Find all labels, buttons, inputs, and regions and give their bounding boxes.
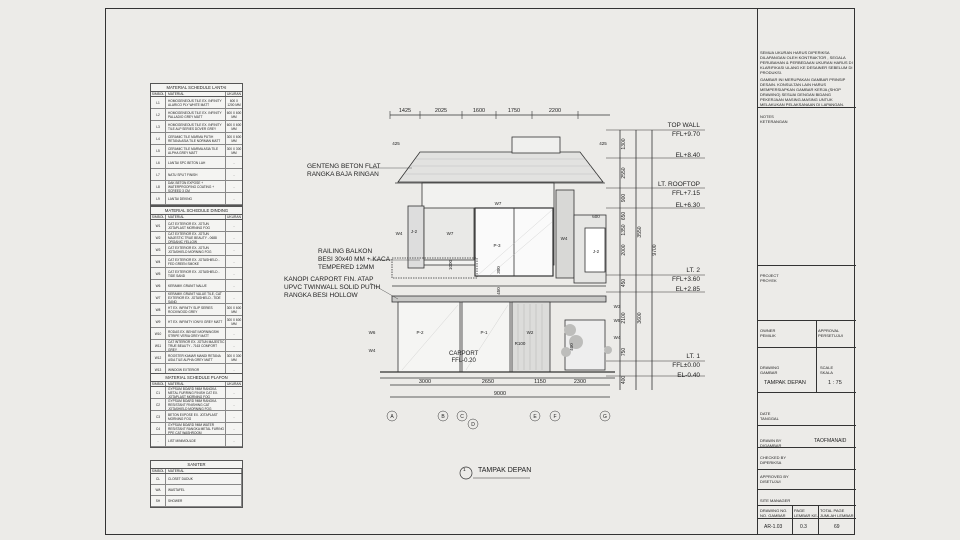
- tb-page: [794, 508, 818, 518]
- schedule-cell: CL: [151, 474, 166, 484]
- schedule-title: MATERIAL SCHEDULE PLAFON: [151, 374, 242, 382]
- grid-label: E: [533, 414, 537, 420]
- railing-note-line-1: RAILING BALKON: [318, 248, 373, 255]
- level-value: EL+8.40: [675, 152, 700, 159]
- bottom-dimension: 2300: [573, 379, 587, 385]
- tb-notes-text-1: SEMUA UKURAN HARUS DIPERIKSA DILAPANGAN OLEH KONTRAKTOR , SEGALA PERUBAHAN & PERBEDAAN UKURAN HARUS DI KLARIFIKASI ULANG KE DESAINER SEBELUM DI PRODUKSI.: [760, 50, 853, 75]
- right-dimension: 2000: [621, 244, 627, 256]
- level-value: EL+2.85: [675, 286, 700, 293]
- canopy-note-line-3: RANGKA BESI HOLLOW: [284, 292, 358, 299]
- schedule-title: SANITER: [151, 461, 242, 469]
- level-value: EL+6.30: [675, 202, 700, 209]
- roof-note-line-2: RANGKA BAJA RINGAN: [307, 171, 379, 178]
- roof-tiles: [398, 152, 603, 182]
- schedule-cell: WASTAFEL: [166, 485, 242, 495]
- schedule-cell: -: [233, 223, 235, 228]
- tb-approved-label: APPROVED BY: [760, 474, 789, 479]
- schedule-cell: W13: [151, 364, 166, 375]
- schedule-cell: W5: [151, 268, 166, 279]
- canopy-note-line-1: KANOPI CARPORT FIN. ATAP: [284, 276, 374, 283]
- material-callout: 600: [592, 214, 600, 219]
- tb-drawing-no-label: DRAWING NO.: [760, 508, 788, 513]
- schedule-header-cell: MATERIAL: [166, 215, 226, 219]
- schedule-cell: 300 X 600 MM: [226, 134, 242, 143]
- material-callout: 425: [599, 141, 607, 146]
- schedule-cell: -: [233, 367, 235, 372]
- material-callout: W4: [613, 335, 621, 340]
- grid-label: G: [603, 414, 607, 420]
- schedule-cell: CERAMIC TILE MARMA PUTIH RETANA ASIA TILE NORMAN MATT: [166, 133, 226, 144]
- carport-label-name: CARPORT: [449, 351, 479, 357]
- material-callout: R100: [514, 341, 526, 346]
- tb-drawn-by: [758, 426, 856, 448]
- carport-label-level: FFL-0.20: [451, 358, 476, 364]
- right-dimension-total: 3550: [637, 226, 643, 238]
- material-callout: J-2: [410, 229, 418, 234]
- schedule-cell: -: [233, 331, 235, 336]
- schedule-cell: -: [233, 438, 235, 443]
- schedule-cell: GYPSUM BOARD 9MM WATER RESISTANT RANGKA METAL FURING PPE CAT WASHROOM: [168, 423, 225, 434]
- schedule-cell: W12: [151, 352, 166, 363]
- material-callout: 1000: [448, 259, 453, 271]
- right-dimension: 450: [621, 278, 627, 288]
- schedule-cell: CAT EXTERIOR EX. JOTASHIELD - FED GREEN SMOKE: [166, 256, 226, 267]
- material-callout: P-3: [493, 243, 501, 248]
- tb-drawing: [760, 365, 779, 375]
- top-dimension: 2200: [548, 108, 562, 114]
- schedule-cell: HT EX. INFINITY SLIP SERIES ROCKWOOD GREY: [166, 304, 226, 315]
- top-dimension: 1750: [507, 108, 521, 114]
- schedule-title: MATERIAL SCHEDULE LANTAI: [151, 84, 242, 92]
- railing-note-line-2: BESI 30x40 MM + KACA: [318, 256, 391, 263]
- level-value: FFL±0.00: [672, 362, 700, 369]
- schedule-cell: CAT EXTERIOR EX. JOTUN MAJESTIC TRUE BEAUTY - 0688 ORGANIC YELLOW: [166, 232, 226, 243]
- tb-checked-sub: DIPERIKSA: [760, 460, 782, 465]
- schedule-header-cell: SIMBOL: [151, 382, 165, 386]
- tb-checked-label: CHECKED BY: [760, 455, 787, 460]
- schedule-cell: WA: [151, 485, 166, 495]
- schedule-cell: CLOSET DUDUK: [166, 474, 242, 484]
- tb-approval-label: APPROVAL: [818, 328, 840, 333]
- schedule-cell: -: [233, 390, 235, 395]
- schedule-cell: W7: [151, 292, 166, 303]
- grid-label: C: [460, 414, 464, 420]
- schedule-cell: -: [233, 196, 235, 201]
- roof-note: [307, 163, 380, 179]
- tb-checked: [758, 448, 856, 470]
- level-value: FFL+3.60: [671, 276, 700, 283]
- tb-drawing-row: [758, 348, 856, 393]
- bottom-dimension: 2650: [481, 379, 495, 385]
- tb-scale-label: SCALE: [820, 365, 834, 370]
- schedule-cell: L4: [151, 133, 166, 144]
- grid-label: F: [553, 414, 557, 420]
- schedule-header-cell: MATERIAL: [166, 92, 226, 96]
- tb-drawing-number-row: [758, 506, 856, 535]
- tb-date: [758, 393, 856, 426]
- schedule-cell: LANTAI SPC BETON LAH: [166, 157, 226, 168]
- schedule-cell: C2: [151, 399, 166, 410]
- schedule-header-cell: SIMBOL: [151, 215, 165, 219]
- schedule-cell: -: [233, 295, 235, 300]
- schedule-cell: -: [151, 435, 166, 446]
- material-callout: W4: [395, 231, 403, 236]
- schedule-cell: W1: [151, 220, 166, 231]
- schedule-cell: 600 X 600 MM: [226, 110, 242, 119]
- schedule-cell: L7: [151, 169, 166, 180]
- tb-total-page: [820, 508, 854, 518]
- schedule-cell: W8: [151, 304, 166, 315]
- schedule-header-cell: MATERIAL: [166, 382, 226, 386]
- schedule-cell: 300 X 600 MM: [226, 305, 242, 314]
- material-callout: W7: [494, 201, 502, 206]
- schedule-cell: RODAS EX. BEHATI MORNINGSHI STRIPE VERIA GREY MATT: [166, 328, 226, 339]
- schedule-cell: W11: [151, 340, 166, 351]
- tb-drawing-sub: GAMBAR: [760, 370, 778, 375]
- schedule-header-cell: SIMBOL: [151, 92, 165, 96]
- tb-drawing-label: DRAWING: [760, 365, 780, 370]
- schedule-cell: CAT INTERIOR EX. JOTUN MAJESTIC TRUE BEAUTY - 7163 COMFORT GREY: [168, 340, 225, 351]
- tb-site-manager: SITE MANAGER: [758, 490, 856, 506]
- tb-approval-sub: PERSETUJUI: [818, 333, 843, 338]
- bottom-dimension: 3000: [418, 379, 432, 385]
- schedule-cell: -: [233, 414, 235, 419]
- schedule-cell: 600 X 600 MM: [226, 122, 242, 131]
- railing-note: [318, 248, 390, 272]
- drawing-number: 1: [463, 468, 466, 473]
- carport-label: [449, 351, 478, 365]
- schedule-cell: CAT EXTERIOR EX. JOTUN JOTAPLAST MORNING FOG: [166, 220, 226, 231]
- tb-approved: [758, 470, 856, 490]
- material-callout: 425: [392, 141, 400, 146]
- tb-total-value: 69: [834, 524, 840, 530]
- level-value: FFL+7.15: [671, 190, 700, 197]
- schedule-cell: SHOWER: [166, 496, 242, 506]
- level-name: TOP WALL: [667, 122, 700, 129]
- schedule-cell: NATU SPLIT FINISH: [166, 169, 226, 180]
- right-dimension: 2550: [621, 167, 627, 179]
- tb-project-label: PROJECT: [760, 273, 779, 278]
- material-callout: W4: [368, 348, 376, 353]
- schedule-cell: 300 X 300 MM: [226, 353, 242, 362]
- schedule-cell: CERAMIC TILE MARMA ASIA TILE ALPHA GREY MATT: [166, 145, 226, 156]
- material-callout: 300: [496, 266, 501, 274]
- schedule-header-cell: UKURAN: [227, 92, 241, 96]
- material-callout: W7: [446, 231, 454, 236]
- schedule-cell: LANTAI DEKING: [166, 193, 226, 204]
- drawing-title: TAMPAK DEPAN: [478, 467, 532, 474]
- tb-owner-sub: PEMILIK: [760, 333, 776, 338]
- schedule-cell: -: [233, 402, 235, 407]
- bottom-dimension: 1150: [534, 379, 546, 385]
- level-name: LT. ROOFTOP: [657, 181, 700, 188]
- level-name: LT. 2: [686, 267, 700, 274]
- tb-drawing-no-sub: NO. GAMBAR: [760, 513, 786, 518]
- tb-total-page-label: TOTAL PAGE: [820, 508, 845, 513]
- material-callout: P-2: [416, 330, 424, 335]
- schedule-cell: C1: [151, 387, 166, 398]
- right-dimension-total: 9700: [652, 244, 658, 256]
- tb-drawing-no-value: AR-1.03: [764, 524, 783, 530]
- level-name: LT. 1: [686, 353, 700, 360]
- schedule-cell: -: [233, 426, 235, 431]
- material-callout: W3: [613, 304, 621, 309]
- schedule-title: MATERIAL SCHEDULE DINDING: [151, 207, 242, 215]
- tb-scale: [820, 365, 833, 375]
- schedule-cell: DAK BETON EXPOSE + WATERPROOFING COATING + SCREED 3 CM: [166, 181, 226, 192]
- overall-width-dimension: 9000: [493, 391, 507, 397]
- canopy-note: [284, 276, 380, 300]
- schedule-cell: KERAMIK GRANIT NALUE: [166, 280, 226, 291]
- right-dimension: 400: [621, 375, 627, 385]
- schedule-cell: BETON EXPOSE EX. JOTAPLAST MORNING FOG: [166, 411, 226, 422]
- railing-note-line-3: TEMPERED 12MM: [318, 264, 374, 271]
- schedule-cell: W4: [151, 256, 166, 267]
- schedule-header-cell: UKURAN: [227, 215, 241, 219]
- tb-owner-row: [758, 321, 856, 348]
- tb-date-sub: TANGGAL: [760, 416, 779, 421]
- schedule-cell: WINDOW EXTERIOR: [166, 364, 226, 375]
- right-dimension: 2100: [621, 312, 627, 324]
- schedule-cell: L9: [151, 193, 166, 204]
- tb-scale-value: 1 : 75: [828, 380, 842, 386]
- schedule-cell: L2: [151, 109, 166, 120]
- schedule-cell: 300 X 300 MM: [226, 146, 242, 155]
- material-callout: W5: [613, 318, 621, 323]
- tb-project: [758, 266, 856, 321]
- schedule-cell: -: [233, 160, 235, 165]
- tb-approved-sub: DISETUJUI: [760, 479, 781, 484]
- tb-drawing-no: [760, 508, 787, 518]
- schedule-cell: -: [233, 247, 235, 252]
- tb-notes-text-2: GAMBAR INI MERUPAKAN GAMBAR PRINSIP DESAIN. KONSULTAN LAIN HARUS MEMPERSIAPKAN GAMBAR KERJA (SHOP DRAWING) SESUAI DENGAN BIDANG PEKERJAAN MASING-MASING UNTUK MELAKUKAN PELAKSANAAN DI LAPANGAN.: [760, 77, 846, 107]
- schedule-cell: GYPSUM BOARD 9MM RANGKA METAL FURRING FINISH CAT EX. JOTAPLAST MORNING FOG: [166, 387, 226, 398]
- canopy-band: [392, 296, 606, 302]
- top-dimension: 1600: [472, 108, 486, 114]
- tb-scale-sub: SKALA: [820, 370, 833, 375]
- schedule-cell: L1: [151, 97, 166, 108]
- schedule-cell: W2: [151, 232, 166, 243]
- schedule-cell: W9: [151, 316, 166, 327]
- schedule-cell: W6: [151, 280, 166, 291]
- schedule-cell: HOMOGENEOUS TILE EX. INFINITY PALLADIO GREY MATT: [166, 109, 226, 120]
- schedule-cell: LIST MINIMOULDE: [166, 435, 226, 446]
- right-dimension: 650: [621, 211, 627, 221]
- level-value: FFL+9.70: [671, 131, 700, 138]
- schedule-cell: KERAMIK GRANIT VALUE TILE, CAT EXTERIOR EX. JOTASHIELD - TIDE SAND: [166, 292, 226, 303]
- schedule-cell: SH: [151, 496, 166, 506]
- tb-approval: [818, 328, 843, 338]
- right-dimension: 750: [621, 347, 627, 357]
- schedule-cell: HOMOGENEOUS TILE EX. INFINITY TILE ALP SERIES DOVER GREY: [166, 121, 226, 132]
- schedule-cell: ROOSTER KAMAR MANDI RETANA ASIA TILE ALPHA GREY MATT: [166, 352, 226, 363]
- schedule-cell: L6: [151, 157, 166, 168]
- schedule-header-cell: SIMBOL: [151, 469, 165, 473]
- schedule-cell: 300 X 600 MM: [226, 317, 242, 326]
- material-callout: W4: [560, 236, 568, 241]
- material-callout: W6: [368, 330, 376, 335]
- tb-notes-sub: KETERANGAN: [760, 119, 788, 124]
- tb-date-label: DATE: [760, 411, 771, 416]
- schedule-cell: 600 X 1200 MM: [227, 98, 241, 107]
- top-dimension: 1425: [398, 108, 412, 114]
- material-callout: J-2: [592, 249, 600, 254]
- schedule-cell: W3: [151, 244, 166, 255]
- material-callout: W2: [526, 330, 534, 335]
- tb-notes-label: NOTES: [760, 114, 774, 119]
- tb-drawn-by-label: DRAWN BY: [760, 438, 782, 443]
- right-dimension: 3600: [637, 312, 643, 324]
- title-block: [757, 8, 856, 535]
- grid-label: D: [471, 422, 475, 428]
- top-dimension: 2025: [434, 108, 448, 114]
- tb-drawing-name: TAMPAK DEPAN: [764, 380, 806, 386]
- right-dimension: 1350: [621, 224, 627, 236]
- tb-page-sub: LEMBAR KE-: [794, 513, 819, 518]
- tb-total-page-sub: JUMLAH LEMBAR: [820, 513, 854, 518]
- right-dimension: 900: [621, 193, 627, 203]
- schedule-cell: C4: [151, 423, 166, 434]
- schedule-cell: -: [233, 172, 235, 177]
- tb-page-value: 0.3: [800, 524, 807, 530]
- material-callout: 400: [569, 343, 574, 351]
- schedule-cell: CAT EXTERIOR EX. JOTASHIELD - TIDE SAND: [166, 268, 226, 279]
- tb-notes-area: [758, 108, 856, 266]
- level-value: EL-0.40: [677, 372, 700, 379]
- schedule-header-cell: UKURAN: [227, 382, 241, 386]
- schedule-cell: W10: [151, 328, 166, 339]
- grid-label: B: [441, 414, 445, 420]
- material-callout: P-1: [480, 330, 488, 335]
- schedule-cell: L8: [151, 181, 166, 192]
- tb-drawn-by-sub: DIGAMBAR: [760, 443, 782, 448]
- schedule-cell: -: [233, 235, 235, 240]
- tb-drawer-name: TAOFMANAID: [814, 438, 847, 444]
- schedule-cell: HT EX. INFINITY IONYX GREY MATT: [166, 316, 226, 327]
- right-dimension: 1300: [621, 138, 627, 150]
- tb-project-sub: PROYEK: [760, 278, 777, 283]
- schedule-cell: -: [233, 259, 235, 264]
- schedule-cell: L3: [151, 121, 166, 132]
- schedule-cell: HOMOGENEOUS TILE EX. INFINITY ALARICO PLY WHITE MATT: [166, 97, 226, 108]
- roof-note-line-1: GENTENG BETON FLAT: [307, 163, 381, 170]
- schedule-cell: -: [233, 283, 235, 288]
- schedule-cell: CAT EXTERIOR EX. JOTUN JOTASHIELD MORNING FOG: [166, 244, 226, 255]
- schedule-cell: C3: [151, 411, 166, 422]
- schedule-cell: -: [233, 271, 235, 276]
- tb-owner: [760, 328, 776, 338]
- schedule-cell: -: [233, 343, 235, 348]
- schedule-cell: -: [233, 184, 235, 189]
- material-callout: 450: [496, 287, 501, 295]
- schedule-cell: GYPSUM BOARD 9MM RANGKA RESISTANT FINISHING CAT JOTASHIELD MORNING FOG: [166, 399, 226, 410]
- canopy-note-line-2: UPVC TWINWALL SOLID PUTIH: [284, 284, 381, 291]
- tb-general-notes: [758, 8, 856, 124]
- tb-owner-label: OWNER: [760, 328, 776, 333]
- grid-label: A: [390, 414, 394, 420]
- grid-bubbles: [387, 411, 610, 429]
- schedule-cell: L5: [151, 145, 166, 156]
- tb-page-label: PAGE: [794, 508, 805, 513]
- schedule-header-cell: MATERIAL: [166, 469, 242, 473]
